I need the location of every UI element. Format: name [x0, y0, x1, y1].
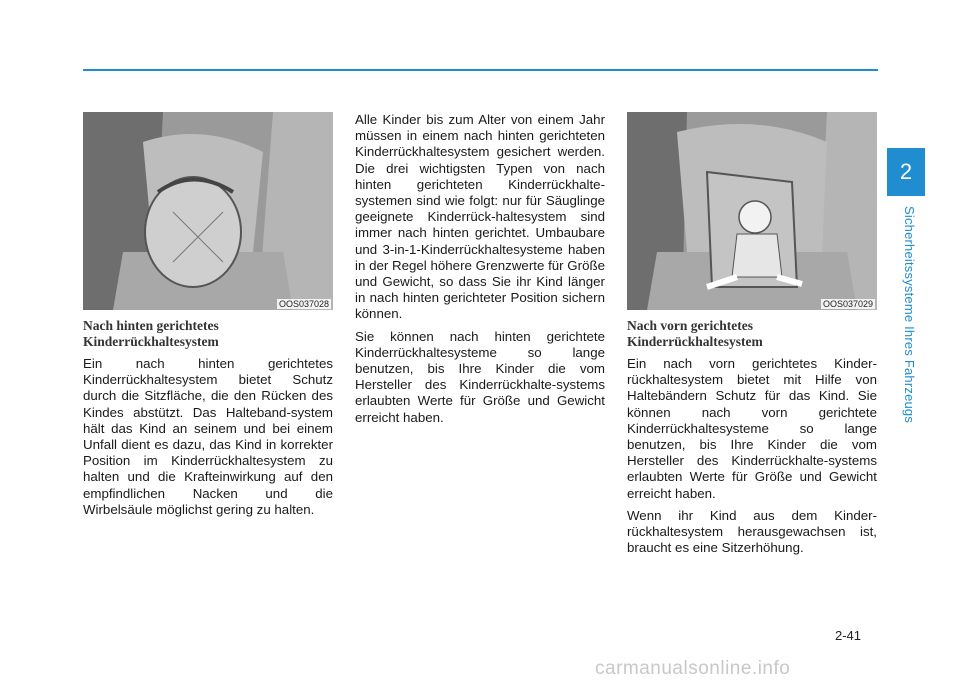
forward-facing-seat-image — [627, 112, 877, 310]
paragraph: Ein nach hinten gerichtetes Kinderrückhaltesystem bietet Schutz durch die Sitzfläche, die den Rücken des Kindes abstützt. Das Halteband-system hält das Kind an seinem und bei einem Unfall dient es dazu, das Kind in korrekter Position im Kinderrückhaltesystem zu halten und die Krafteinwirkung auf den empfindlichen Nacken und die Wirbelsäule möglichst gering zu halten. — [83, 356, 333, 517]
top-rule — [83, 69, 878, 71]
section-heading-forward: Nach vorn gerichtetes Kinderrückhaltesystem — [627, 318, 763, 349]
chapter-number-tab: 2 — [887, 148, 925, 196]
paragraph: Alle Kinder bis zum Alter von einem Jahr müssen in einem nach hinten gerichteten Kinderrückhaltesystem gesichert werden. Die drei wichtigsten Typen von nach hinten gerichteten Kinderrückhalte-systemen sind wie folgt: nur für Säuglinge geeignete Kinderrück-haltesystem sind immer nach hinten gerichtet. Umbaubare und 3-in-1-Kinderrückhaltesysteme haben in der Regel höhere Grenzwerte für Größe und Gewicht, so dass Sie ihr Kind länger in nach hinten gerichteter Position sichern können. — [355, 112, 605, 322]
column-2 — [355, 112, 605, 432]
chapter-title: Sicherheitssysteme Ihres Fahrzeugs — [902, 206, 917, 424]
paragraph: Ein nach vorn gerichtetes Kinder-rückhaltesystem bietet mit Hilfe von Haltebändern Schutz für das Kind. Sie können nach vorn gerichtete Kinderrückhaltesysteme so lange benutzen, bis Ihre Kinder die vom Hersteller des Kinderrückhalte-systems erlaubten Werte für Größe und Gewicht erreicht haben. — [627, 356, 877, 501]
paragraph: Wenn ihr Kind aus dem Kinder-rückhaltesystem herausgewachsen ist, braucht es eine Sitzerhöhung. — [627, 507, 877, 556]
column-1 — [83, 112, 333, 524]
figure-code: OOS037028 — [278, 299, 329, 309]
column-3 — [627, 112, 877, 562]
watermark: carmanualsonline.info — [595, 658, 791, 679]
paragraph: Sie können nach hinten gerichtete Kinderrückhaltesysteme so lange benutzen, bis Ihre Kinder die vom Hersteller des Kinderrückhalte-systems erlaubten Werte für Größe und Gewicht erreicht haben. — [355, 328, 605, 425]
page-number: 2-41 — [835, 628, 862, 643]
figure-code: OOS037029 — [822, 299, 873, 309]
rear-facing-seat-image — [83, 112, 333, 310]
section-heading-rear: Nach hinten gerichtetes Kinderrückhaltesystem — [83, 318, 219, 349]
